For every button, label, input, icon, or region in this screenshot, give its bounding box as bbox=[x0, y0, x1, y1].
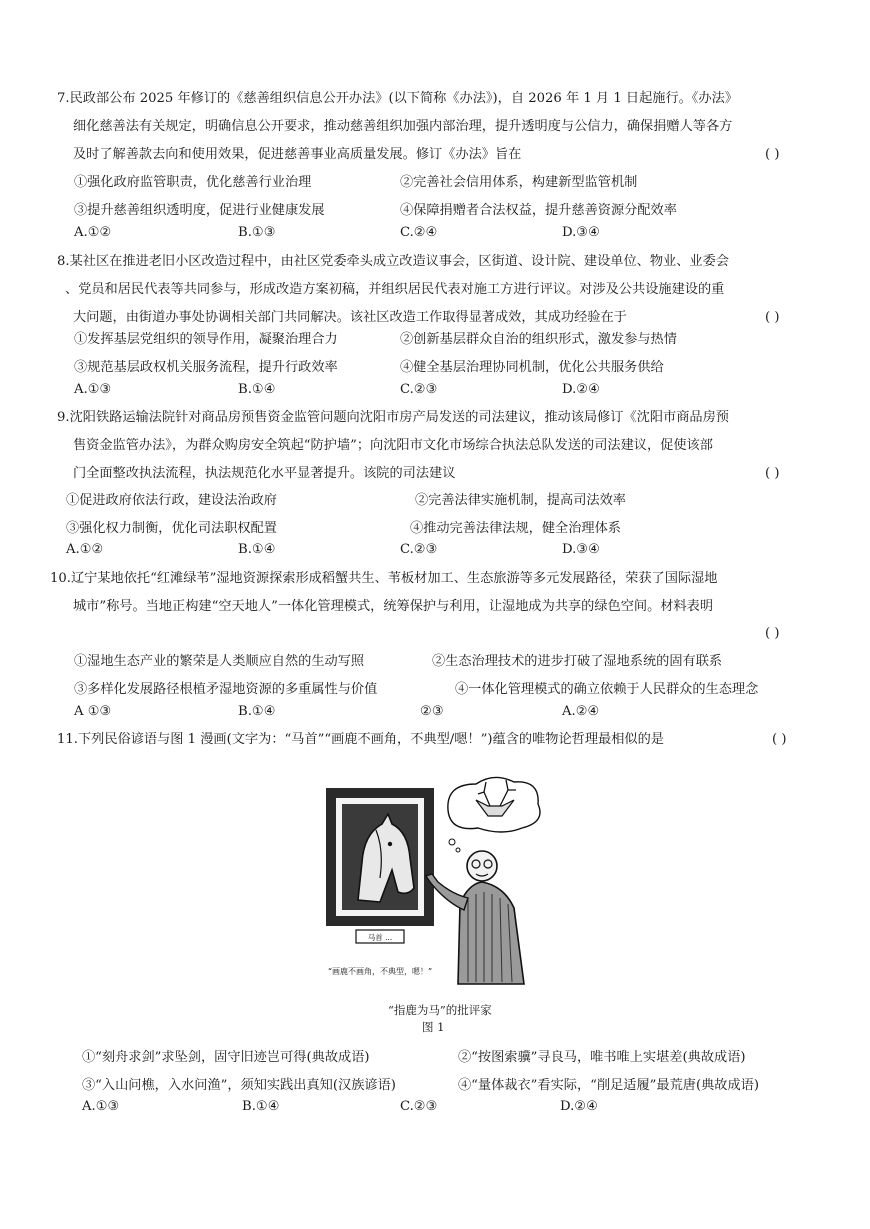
q7-stem-line-1: 7.民政部公布 2025 年修订的《慈善组织信息公开办法》(以下简称《办法》)，自 2026 年 1 月 1 日起施行。《办法》 bbox=[57, 91, 738, 106]
q9-stem-line-3: 门全面整改执法流程，执法规范化水平显著提升。该院的司法建议 bbox=[73, 466, 456, 481]
q9-stem-line-1: 9.沈阳铁路运输法院针对商品房预售资金监管问题向沈阳市房产局发送的司法建议，推动该局修订《沈阳市商品房预 bbox=[57, 410, 729, 425]
q8-choice-b: B.①④ bbox=[238, 382, 276, 397]
q8-statement-1: ①发挥基层党组织的领导作用，凝聚治理合力 bbox=[74, 332, 338, 347]
q10-choice-a: A ①③ bbox=[74, 704, 112, 719]
q10-stem-line-2: 城市”称号。当地正构建“空天地人”一体化管理模式，统筹保护与利用，让湿地成为共享的绿色空间。材料表明 bbox=[73, 599, 714, 614]
q7-statement-3: ③提升慈善组织透明度，促进行业健康发展 bbox=[74, 203, 325, 218]
q11-answer-bracket: ( ) bbox=[772, 732, 787, 747]
q7-stem-line-2: 细化慈善法有关规定，明确信息公开要求，推动慈善组织加强内部治理，提升透明度与公信力，确保捐赠人等各方 bbox=[73, 119, 733, 134]
q9-statement-1: ①促进政府依法行政，建设法治政府 bbox=[66, 493, 277, 508]
q9-answer-bracket: ( ) bbox=[765, 466, 780, 481]
q9-choice-b: B.①④ bbox=[238, 542, 276, 557]
q8-stem-line-3: 大问题，由街道办事处协调相关部门共同解决。该社区改造工作取得显著成效，其成功经验在于 bbox=[73, 310, 627, 325]
q7-choice-b: B.①③ bbox=[238, 225, 276, 240]
q7-answer-bracket: ( ) bbox=[765, 147, 780, 162]
q8-statement-2: ②创新基层群众自治的组织形式，激发参与热情 bbox=[400, 332, 677, 347]
q7-choice-a: A.①② bbox=[74, 225, 112, 240]
q10-statement-1: ①湿地生态产业的繁荣是人类顺应自然的生动写照 bbox=[74, 654, 365, 669]
q8-choice-d: D.②④ bbox=[562, 382, 600, 397]
q8-answer-bracket: ( ) bbox=[765, 310, 780, 325]
q11-statement-1: ①“刻舟求剑”求坠剑，固守旧迹岂可得(典故成语) bbox=[82, 1050, 370, 1065]
q8-statement-4: ④健全基层治理协同机制，优化公共服务供给 bbox=[400, 360, 664, 375]
q11-statement-2: ②“按图索骥”寻良马，唯书唯上实堪差(典故成语) bbox=[458, 1050, 746, 1065]
q10-answer-bracket: ( ) bbox=[765, 626, 780, 641]
q9-stem-line-2: 售资金监管办法》，为群众购房安全筑起“防护墙”；向沈阳市文化市场综合执法总队发送的司法建议，促使该部 bbox=[73, 438, 713, 453]
q11-choice-a: A.①③ bbox=[82, 1099, 120, 1114]
speech-text: “画鹿不画角，不典型，嗯！” bbox=[327, 967, 433, 976]
q7-choice-c: C.②④ bbox=[400, 225, 438, 240]
q11-statement-4: ④“量体裁衣”看实际，“削足适履”最荒唐(典故成语) bbox=[458, 1078, 760, 1093]
q10-choice-d: A.②④ bbox=[562, 704, 600, 719]
q11-choice-c: C.②③ bbox=[400, 1099, 438, 1114]
figure-label: 图 1 bbox=[422, 1020, 445, 1034]
q11-stem-line-1: 11.下列民俗谚语与图 1 漫画(文字为：“马首”“画鹿不画角，不典型/嗯！”)蕴含的唯物论哲理最相似的是 bbox=[57, 732, 664, 747]
q7-statement-4: ④保障捐赠者合法权益，提升慈善资源分配效率 bbox=[400, 203, 677, 218]
q10-choice-b: B.①④ bbox=[238, 704, 276, 719]
q9-choice-a: A.①② bbox=[66, 542, 104, 557]
q8-choice-a: A.①③ bbox=[74, 382, 112, 397]
q8-stem-line-2: 、党员和居民代表等共同参与，形成改造方案初稿，并组织居民代表对施工方进行评议。对涉及公共设施建设的重 bbox=[65, 282, 725, 297]
q9-statement-3: ③强化权力制衡，优化司法职权配置 bbox=[66, 521, 277, 536]
q8-stem-line-1: 8.某社区在推进老旧小区改造过程中，由社区党委牵头成立改造议事会，区街道、设计院、建设单位、物业、业委会 bbox=[57, 254, 729, 269]
q9-choice-c: C.②③ bbox=[400, 542, 438, 557]
figure-caption: “指鹿为马”的批评家 bbox=[388, 1003, 492, 1017]
q10-statement-4: ④一体化管理模式的确立依赖于人民群众的生态理念 bbox=[455, 682, 759, 697]
cartoon-figure bbox=[318, 770, 548, 1000]
q9-choice-d: D.③④ bbox=[562, 542, 600, 557]
q10-choice-c: ②③ bbox=[420, 704, 444, 719]
q8-statement-3: ③规范基层政权机关服务流程，提升行政效率 bbox=[74, 360, 338, 375]
q10-statement-2: ②生态治理技术的进步打破了湿地系统的固有联系 bbox=[432, 654, 723, 669]
q11-choice-d: D.②④ bbox=[560, 1099, 598, 1114]
q9-statement-4: ④推动完善法律法规，健全治理体系 bbox=[410, 521, 621, 536]
q11-choice-b: B.①④ bbox=[242, 1099, 280, 1114]
q11-statement-3: ③“入山问樵，入水问渔”，须知实践出真知(汉族谚语) bbox=[82, 1078, 396, 1093]
plaque-text: 马首 ... bbox=[367, 933, 393, 942]
q7-statement-1: ①强化政府监管职责，优化慈善行业治理 bbox=[74, 175, 312, 190]
q7-choice-d: D.③④ bbox=[562, 225, 600, 240]
q10-statement-3: ③多样化发展路径根植矛湿地资源的多重属性与价值 bbox=[74, 682, 378, 697]
thought-bubble-icon bbox=[448, 777, 540, 832]
q10-stem-line-1: 10.辽宁某地依托“红滩绿苇”湿地资源探索形成稻蟹共生、苇板材加工、生态旅游等多元发展路径，荣获了国际湿地 bbox=[50, 571, 718, 586]
q8-choice-c: C.②③ bbox=[400, 382, 438, 397]
q7-stem-line-3: 及时了解善款去向和使用效果，促进慈善事业高质量发展。修订《办法》旨在 bbox=[73, 147, 522, 162]
q9-statement-2: ②完善法律实施机制，提高司法效率 bbox=[415, 493, 626, 508]
q7-statement-2: ②完善社会信用体系，构建新型监管机制 bbox=[400, 175, 638, 190]
